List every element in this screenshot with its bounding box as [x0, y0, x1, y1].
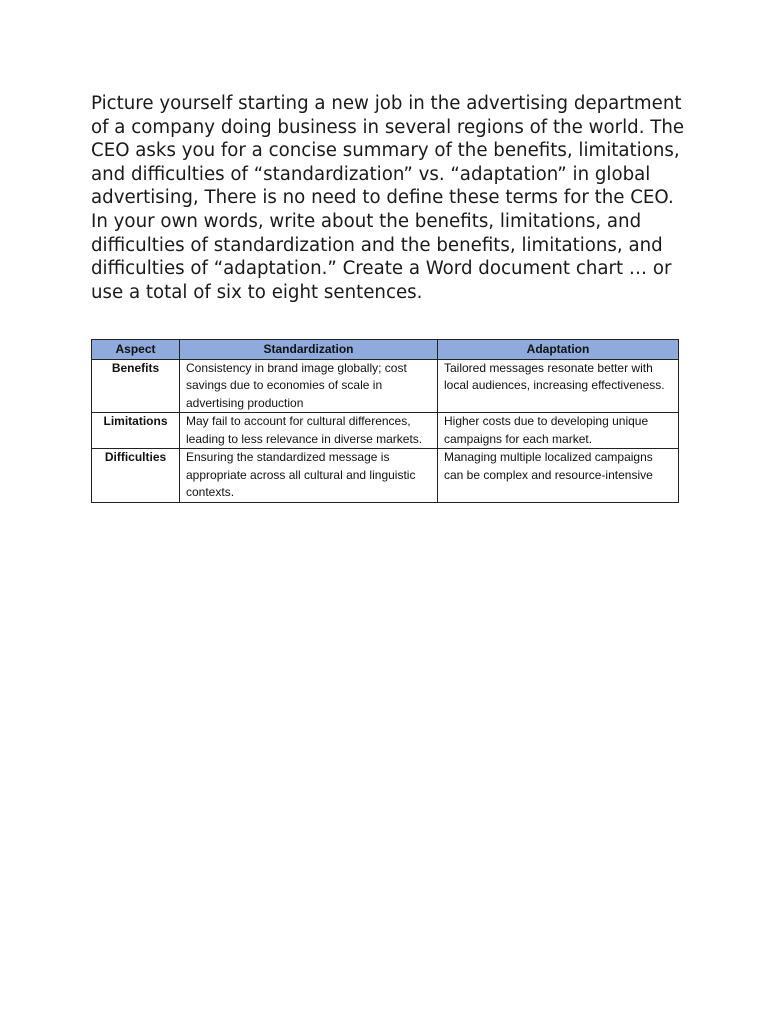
header-adaptation: Adaptation	[438, 340, 679, 360]
row-label-benefits: Benefits	[92, 359, 180, 413]
table-header-row	[92, 340, 679, 360]
table-row	[92, 449, 679, 503]
comparison-table	[91, 339, 679, 503]
row-label-difficulties: Difficulties	[92, 449, 180, 503]
cell-adaptation-limitations: Higher costs due to developing unique campaigns for each market.	[438, 413, 679, 449]
assignment-prompt: Picture yourself starting a new job in the advertising department of a company doing business in several regions of the world. The CEO asks you for a concise summary of the benefits, limitations, and difficulties of “standardization” vs. “adaptation” in global advertising, There is no need to define these terms for the CEO. In your own words, write about the benefits, limitations, and difficulties of standardization and the benefits, limitations, and difficulties of “adaptation.” Create a Word document chart … or use a total of six to eight sentences.	[91, 93, 685, 303]
table-row	[92, 413, 679, 449]
header-standardization: Standardization	[180, 340, 438, 360]
row-label-limitations: Limitations	[92, 413, 180, 449]
cell-adaptation-benefits: Tailored messages resonate better with local audiences, increasing effectiveness.	[438, 359, 679, 413]
header-aspect: Aspect	[92, 340, 180, 360]
cell-adaptation-difficulties: Managing multiple localized campaigns can be complex and resource-intensive	[438, 449, 679, 503]
cell-standardization-limitations: May fail to account for cultural differences, leading to less relevance in diverse markets.	[180, 413, 438, 449]
cell-standardization-difficulties: Ensuring the standardized message is appropriate across all cultural and linguistic contexts.	[180, 449, 438, 503]
table-row	[92, 359, 679, 413]
cell-standardization-benefits: Consistency in brand image globally; cost savings due to economies of scale in advertising production	[180, 359, 438, 413]
